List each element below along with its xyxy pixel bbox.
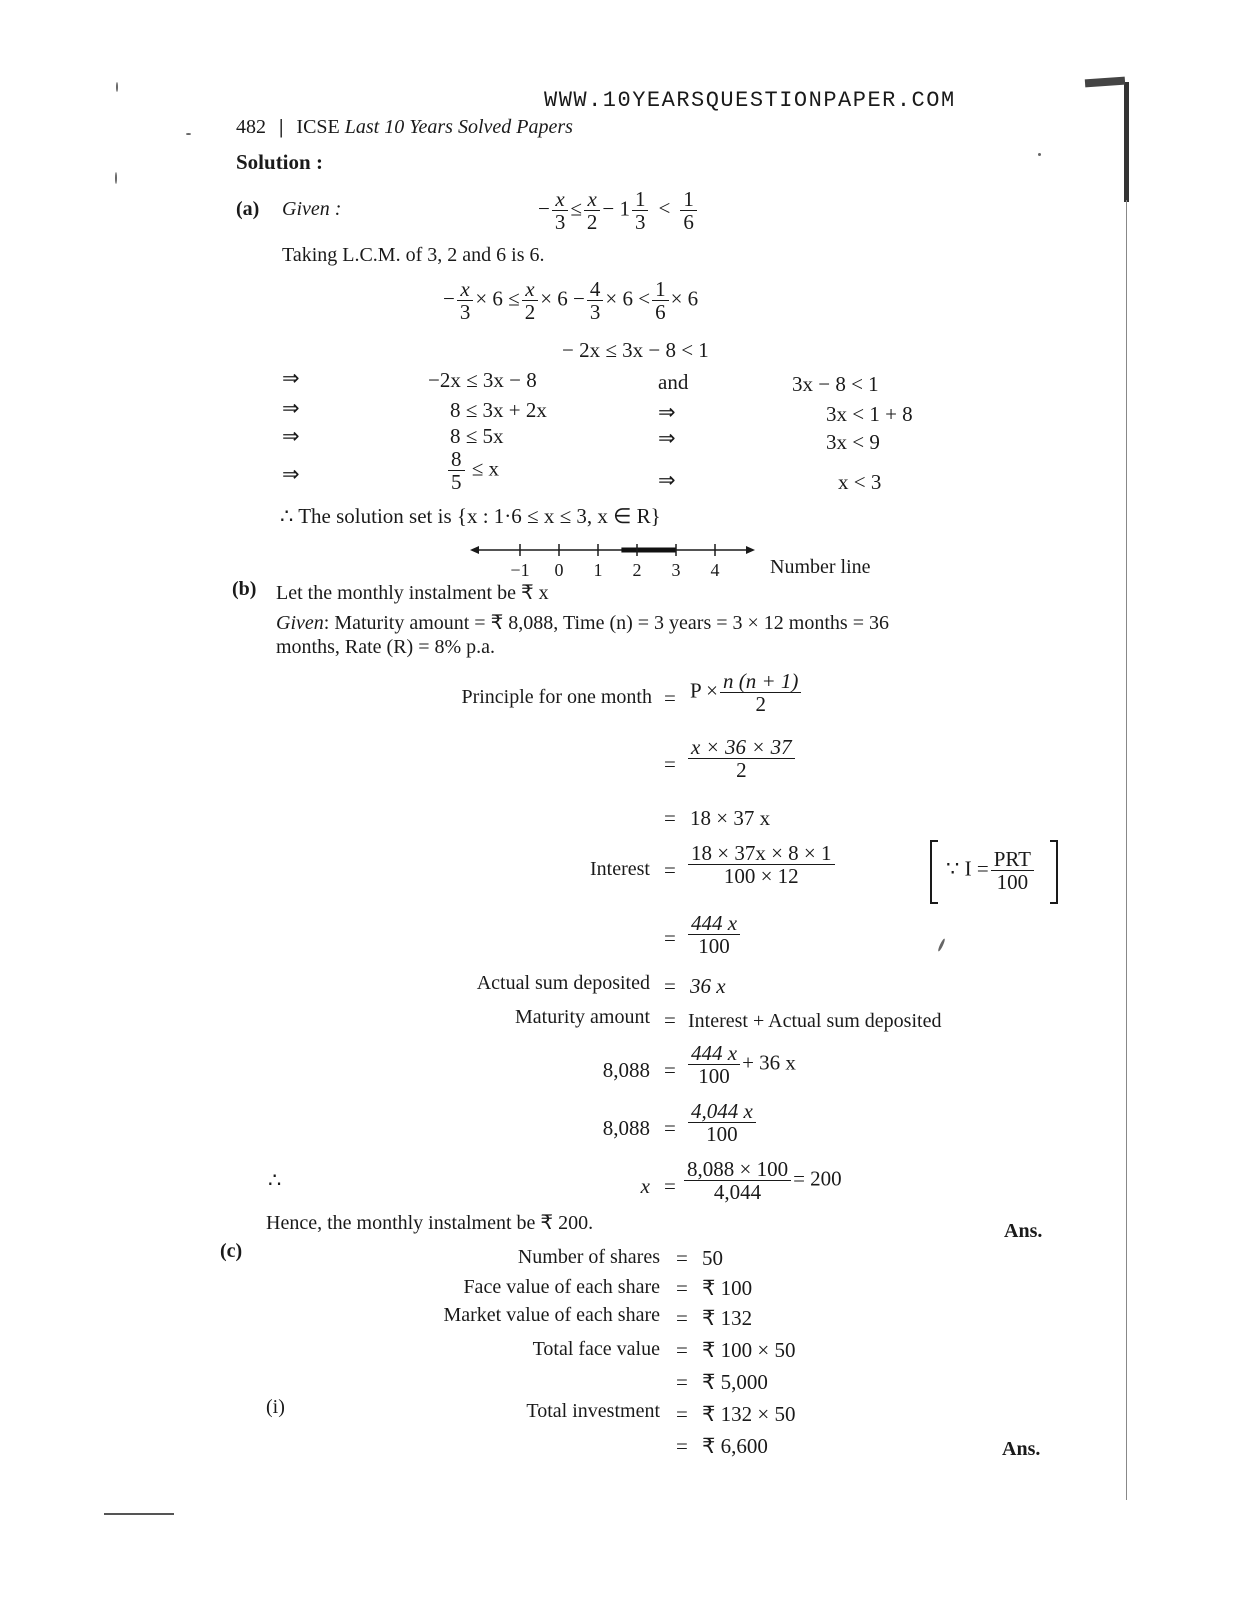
tick-label: 3 [671,560,681,580]
step-right: 3x < 1 + 8 [826,402,913,426]
step-mid: ⇒ [658,400,676,424]
speck-3 [115,172,117,184]
maturity-rhs-1: $\frac{444 x}{100}$ + 36 x [686,1042,796,1087]
interest-label: Interest [590,858,650,880]
tick-label: −1 [510,560,530,580]
equals: = [664,1174,676,1198]
formula-bracket-right [1050,840,1058,904]
step-mid: and [658,370,689,394]
step-left: 8 ≤ 3x + 2x [450,398,547,422]
speck-2 [186,133,191,135]
investment-label: Total investment [526,1400,660,1422]
speck-4 [1038,153,1041,156]
interest-formula: ∵ I = $\frac{\text{PRT}}{100}$ [946,848,1036,893]
speck-5 [937,938,946,952]
solution-set: ∴ The solution set is {x : 1·6 ≤ x ≤ 3, x ∈ R} [280,504,661,528]
equals: = [664,686,676,710]
equals: = [664,806,676,830]
answer-marker-b: Ans. [1004,1220,1043,1242]
total-face-result: ₹ 5,000 [702,1370,768,1394]
step-arrow: ⇒ [282,424,300,448]
equals: = [664,926,676,950]
lcm-statement: Taking L.C.M. of 3, 2 and 6 is 6. [282,244,545,266]
number-line [470,534,760,584]
maturity-value: Interest + Actual sum deposited [688,1010,942,1032]
x-solution: $\frac{8,088 \times 100}{4,044}$ = 200 [682,1158,842,1203]
tick-label: 4 [710,560,720,580]
fraction: $\frac{x}{3}$ [552,188,569,233]
total-face-value: ₹ 100 × 50 [702,1338,796,1362]
tick-label: 1 [593,560,603,580]
tick-label: 0 [554,560,564,580]
step-left: −2x ≤ 3x − 8 [428,368,537,392]
given-line-2: months, Rate (R) = 8% p.a. [276,636,496,658]
principle-step-2: $\frac{x \times 36 \times 37}{2}$ [686,736,797,781]
fraction: $\frac{1}{3}$ [632,188,649,233]
therefore-symbol: ∴ [268,1168,282,1192]
shares-value: 50 [702,1246,723,1270]
equals: = [664,1058,676,1082]
multiplied-inequality: − $\frac{x}{3}$ × 6 ≤ $\frac{x}{2}$ × 6 − $\frac{4}{3}$ × 6 < $\frac{1}{6}$ × 6 [443,277,699,325]
equals: = [676,1434,688,1458]
step-arrow: ⇒ [282,396,300,420]
speck-1 [116,82,118,92]
shares-label: Number of shares [517,1246,660,1268]
step-right: 3x < 9 [826,430,880,454]
step-right: x < 3 [838,470,882,494]
principle-step-3: 18 × 37 x [690,806,771,830]
step-arrow: ⇒ [282,462,300,486]
arrow-left [470,546,479,554]
part-c-label: (c) [220,1240,243,1262]
actual-sum-value: 36 x [690,974,726,998]
part-a-label: (a) [236,198,260,220]
page-header [236,116,573,139]
right-page-edge-lower [1126,200,1127,1500]
book-prefix: ICSE [296,116,340,138]
market-value-label: Market value of each share [443,1304,660,1326]
equals: = [664,752,676,776]
actual-sum-label: Actual sum deposited [476,972,650,994]
principle-value: P × $\frac{n (n + 1)}{2}$ [690,670,803,715]
watermark-url: WWW.10YEARSQUESTIONPAPER.COM [544,88,956,113]
sub-part-i-label: (i) [266,1396,285,1418]
maturity-lhs-2: 8,088 [602,1116,650,1140]
given-label-b: Given [276,612,324,634]
arrow-right [746,546,755,554]
right-page-edge [1124,82,1129,202]
bottom-left-mark [104,1513,174,1515]
interest-value: $\frac{18 \times 37x \times 8 \times 1}{100 \times 12}$ [686,842,837,887]
market-value-value: ₹ 132 [702,1306,753,1330]
step-left: $\frac{8}{5}$ ≤ x [446,448,499,493]
investment-total: ₹ 6,600 [702,1434,768,1458]
equals: = [664,858,676,882]
equals: = [676,1246,688,1270]
step-mid: ⇒ [658,468,676,492]
maturity-label: Maturity amount [515,1006,650,1028]
book-title: Last 10 Years Solved Papers [344,116,573,138]
equals: = [664,974,676,998]
given-inequality: − $\frac{x}{3}$ ≤ $\frac{x}{2}$ − 1 $\frac{1}{3}$ < $\frac{1}{6}$ [538,188,699,233]
face-value-value: ₹ 100 [702,1276,753,1300]
equals: = [664,1116,676,1140]
step-mid: ⇒ [658,426,676,450]
face-value-label: Face value of each share [463,1276,660,1298]
tick-label: 2 [632,560,642,580]
equals: = [676,1306,688,1330]
page-number: 482 [236,116,266,138]
total-face-label: Total face value [532,1338,660,1360]
top-corner-shadow [1085,77,1125,88]
given-label-a: Given : [282,198,342,220]
step-left: 8 ≤ 5x [450,424,504,448]
fraction: $\frac{1}{6}$ [680,188,697,233]
equals: = [664,1008,676,1032]
equals: = [676,1338,688,1362]
solution-heading: Solution : [236,150,323,174]
principle-label: Principle for one month [461,686,652,708]
instalment-intro: Let the monthly instalment be ₹ x [276,582,549,604]
formula-bracket-left [930,840,938,904]
step-right: 3x − 8 < 1 [792,372,879,396]
simplified-inequality: − 2x ≤ 3x − 8 < 1 [562,338,709,362]
x-lhs: x [640,1174,650,1198]
number-line-label: Number line [770,556,871,578]
investment-value: ₹ 132 × 50 [702,1402,796,1426]
equals: = [676,1402,688,1426]
part-b-label: (b) [232,578,257,600]
fraction: $\frac{x}{2}$ [584,188,601,233]
interest-simplified: $\frac{444 x}{100}$ [686,912,742,957]
header-separator: | [279,116,284,138]
hence-statement: Hence, the monthly instalment be ₹ 200. [266,1212,594,1234]
equals: = [676,1276,688,1300]
given-line-1: Given: Maturity amount = ₹ 8,088, Time (n) = 3 years = 3 × 12 months = 36 [276,612,889,634]
equals: = [676,1370,688,1394]
step-arrow: ⇒ [282,366,300,390]
maturity-rhs-2: $\frac{4,044 x}{100}$ [686,1100,758,1145]
maturity-lhs-1: 8,088 [602,1058,650,1082]
answer-marker-c: Ans. [1002,1438,1041,1460]
